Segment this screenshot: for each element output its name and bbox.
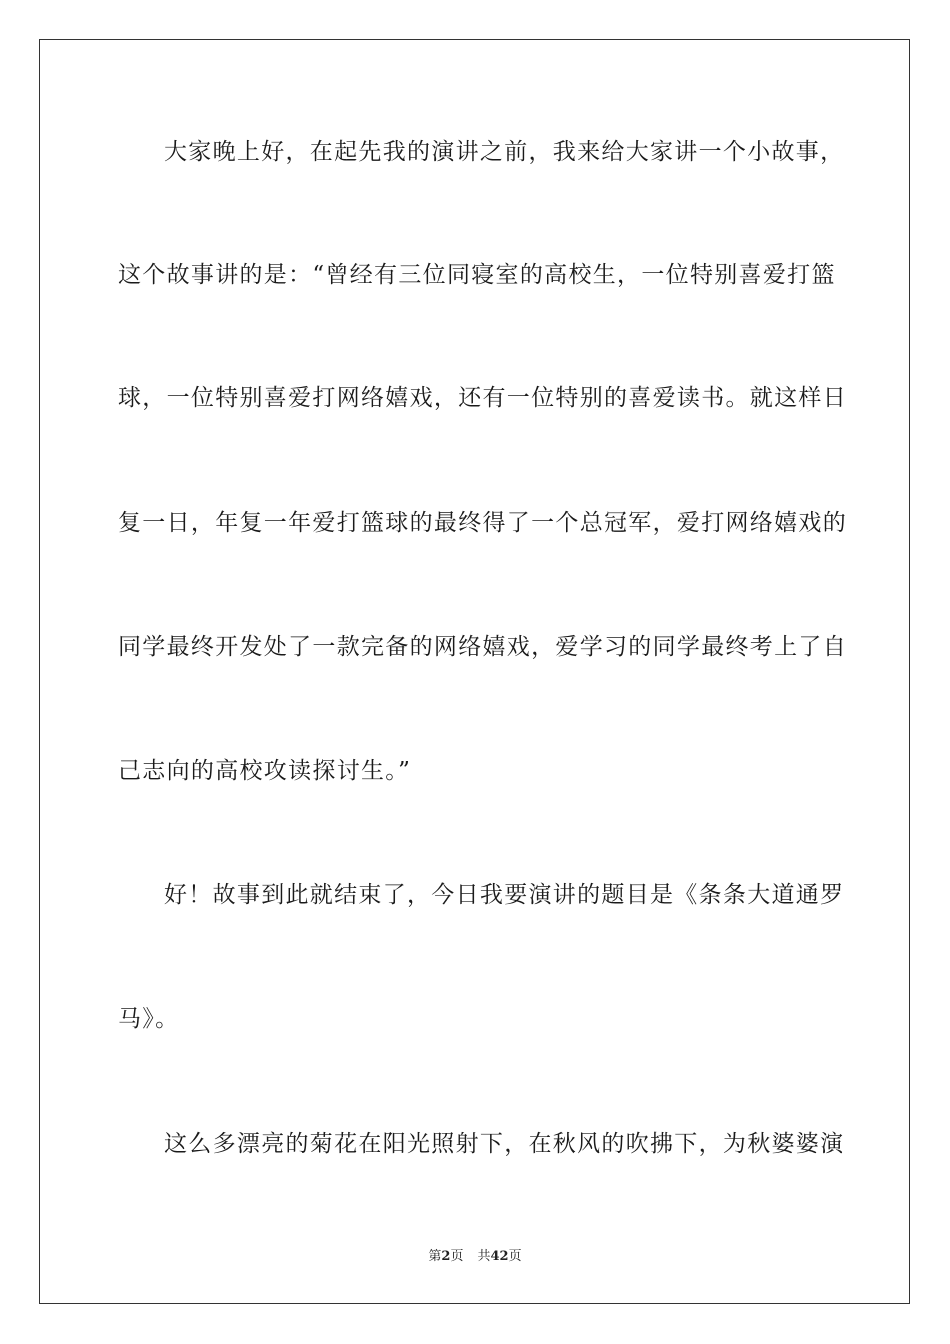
footer-total-suffix: 页 <box>508 1249 522 1264</box>
footer-total-prefix: 共 <box>477 1249 491 1264</box>
text-line-8: 马》。 <box>118 1006 180 1032</box>
text-line-5: 同学最终开发处了一款完备的网络嬉戏，爱学习的同学最终考上了自 <box>118 634 847 660</box>
text-line-7: 好！故事到此就结束了，今日我要演讲的题目是《条条大道通罗 <box>164 882 845 908</box>
footer-page-number: 2 <box>441 1249 451 1264</box>
text-line-4: 复一日，年复一年爱打篮球的最终得了一个总冠军，爱打网络嬉戏的 <box>118 510 847 536</box>
text-line-3: 球，一位特别喜爱打网络嬉戏，还有一位特别的喜爱读书。就这样日 <box>118 385 847 411</box>
text-line-1: 大家晚上好，在起先我的演讲之前，我来给大家讲一个小故事， <box>164 139 845 165</box>
page-footer <box>0 1245 950 1264</box>
text-line-9: 这么多漂亮的菊花在阳光照射下，在秋风的吹拂下，为秋婆婆演 <box>164 1131 845 1157</box>
text-line-2: 这个故事讲的是：“曾经有三位同寝室的高校生，一位特别喜爱打篮 <box>118 262 836 288</box>
text-line-6: 己志向的高校攻读探讨生。” <box>118 758 412 784</box>
footer-page-prefix: 第 <box>428 1249 442 1264</box>
footer-total-pages: 42 <box>490 1249 509 1264</box>
footer-page-suffix: 页 <box>450 1249 464 1264</box>
page-border <box>39 39 910 1304</box>
